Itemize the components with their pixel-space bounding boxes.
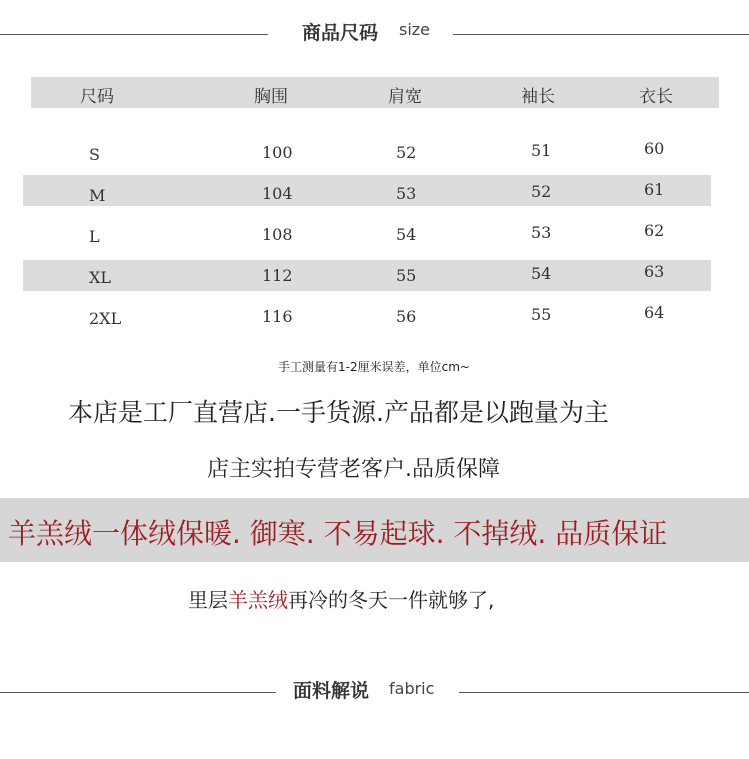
- promo-line-factory: 本店是工厂直营店.一手货源.产品都是以跑量为主: [68, 398, 609, 427]
- cell-length: 62: [644, 221, 665, 240]
- cell-chest: 112: [262, 266, 293, 285]
- divider-right: [459, 692, 749, 693]
- cell-sleeve: 54: [531, 264, 552, 283]
- header-size: 尺码: [80, 87, 114, 107]
- table-row-band: [23, 260, 711, 291]
- size-section-title: 商品尺码: [302, 22, 379, 44]
- fabric-section-title: 面料解说: [293, 680, 370, 702]
- header-shoulder: 肩宽: [388, 87, 422, 107]
- cell-chest: 108: [262, 225, 293, 244]
- cell-length: 64: [644, 303, 665, 322]
- cell-shoulder: 55: [396, 266, 417, 285]
- cell-size: L: [89, 227, 100, 246]
- header-length: 衣长: [639, 87, 673, 107]
- cell-sleeve: 52: [531, 182, 552, 201]
- cell-size: S: [89, 145, 100, 164]
- fabric-section-subtitle: fabric: [389, 679, 435, 698]
- cell-size: 2XL: [89, 309, 122, 328]
- divider-right: [453, 34, 749, 35]
- divider-left: [0, 692, 276, 693]
- feature-banner-text: 羊羔绒一体绒保暖. 御寒. 不易起球. 不掉绒. 品质保证: [8, 517, 668, 550]
- cell-length: 60: [644, 139, 665, 158]
- cell-chest: 104: [262, 184, 293, 203]
- cell-chest: 100: [262, 143, 293, 162]
- table-header: [31, 77, 719, 108]
- cell-shoulder: 52: [396, 143, 417, 162]
- lining-text-after: 再冷的冬天一件就够了,: [288, 588, 495, 612]
- cell-length: 61: [644, 180, 665, 199]
- cell-shoulder: 56: [396, 307, 417, 326]
- measurement-note: 手工测量有1-2厘米误差，单位cm~: [278, 360, 470, 374]
- table-row-band: [23, 175, 711, 206]
- cell-shoulder: 54: [396, 225, 417, 244]
- promo-line-owner: 店主实拍专营老客户.品质保障: [207, 457, 500, 482]
- lining-text-before: 里层: [188, 588, 228, 612]
- cell-sleeve: 53: [531, 223, 552, 242]
- divider-left: [0, 34, 268, 35]
- cell-size: M: [89, 186, 106, 205]
- cell-size: XL: [89, 268, 112, 287]
- size-section-subtitle: size: [399, 20, 431, 39]
- cell-sleeve: 55: [531, 305, 552, 324]
- cell-chest: 116: [262, 307, 293, 326]
- promo-line-lining: [188, 584, 494, 613]
- cell-shoulder: 53: [396, 184, 417, 203]
- cell-length: 63: [644, 262, 665, 281]
- header-sleeve: 袖长: [521, 87, 555, 107]
- lining-text-highlight: 羊羔绒: [228, 588, 288, 612]
- cell-sleeve: 51: [531, 141, 552, 160]
- header-chest: 胸围: [254, 87, 288, 107]
